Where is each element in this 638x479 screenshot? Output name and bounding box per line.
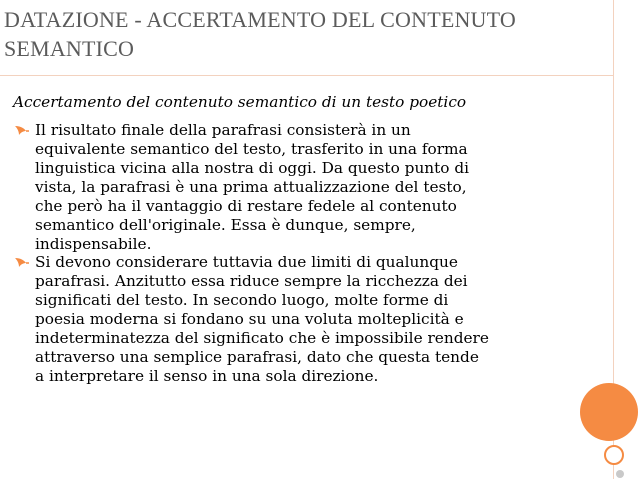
bullet-item-1	[13, 121, 605, 254]
slide-subtitle: Accertamento del contenuto semantico di un testo poetico	[13, 93, 467, 111]
bullet-text-2: Si devono considerare tuttavia due limiti di qualunque parafrasi. Anzitutto essa riduce sempre la ricchezza dei significati del testo. In secondo luogo, molte forme di poesia moderna si fondano su una voluta molteplicità e indeterminatezza del significato che è impossibile rendere attraverso una semplice parafrasi, dato che questa tende a interpretare il senso in una sola direzione.	[35, 253, 489, 385]
bullet-text-1: Il risultato finale della parafrasi consisterà in un equivalente semantico del testo, trasferito in una forma linguistica vicina alla nostra di oggi. Da questo punto di vista, la parafrasi è una prima attualizzazione del testo, che però ha il vantaggio di restare fedele al contenuto semantico dell'originale. Essa è dunque, sempre, indispensabile.	[35, 121, 470, 253]
bullet-arrow-icon	[13, 253, 33, 272]
bullet-arrow-icon	[13, 121, 33, 140]
bullet-item-2	[13, 253, 605, 386]
decorative-small-circle	[604, 445, 624, 465]
decorative-dot	[616, 470, 624, 478]
slide-title: DATAZIONE - ACCERTAMENTO DEL CONTENUTO SEMANTICO	[4, 7, 516, 61]
title-divider	[0, 75, 614, 76]
decorative-large-circle	[580, 383, 638, 441]
